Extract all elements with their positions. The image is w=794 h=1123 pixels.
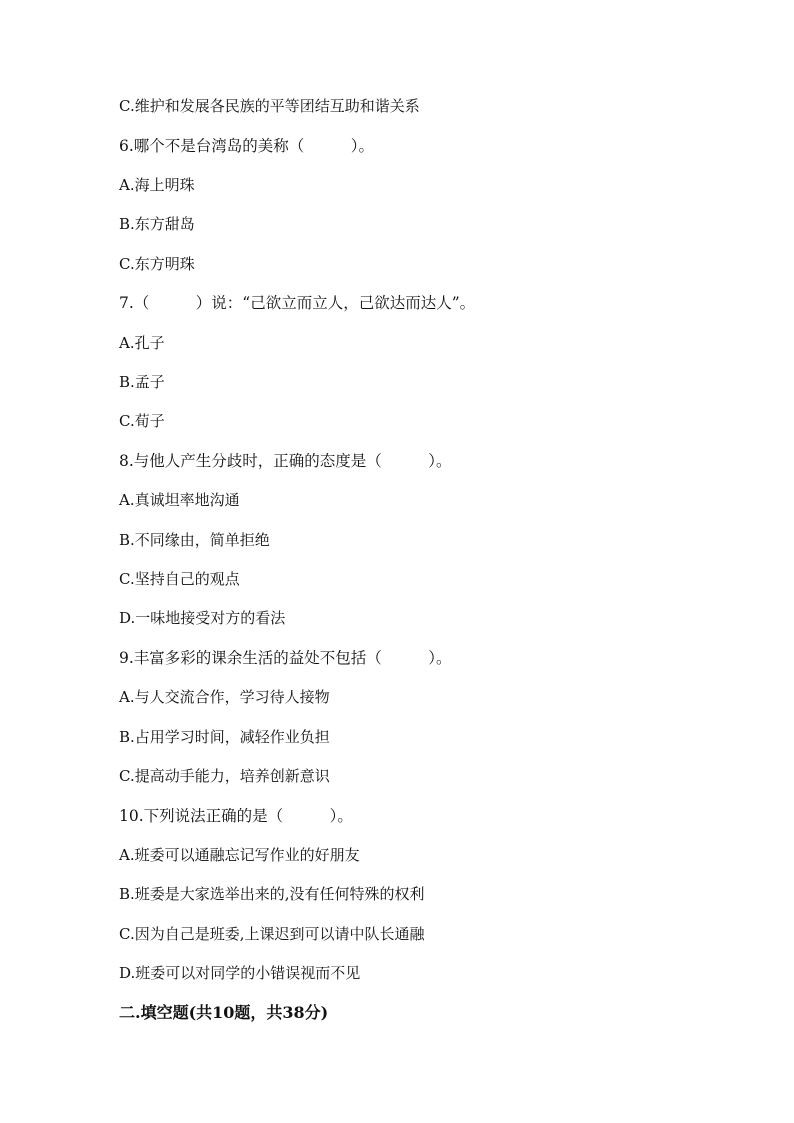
option-c-q9: C.提高动手能力，培养创新意识 xyxy=(119,767,330,785)
option-b-q8: B.不同缘由，简单拒绝 xyxy=(119,531,270,549)
option-c-q7: C.荀子 xyxy=(119,412,165,430)
question-8: 8.与他人产生分歧时，正确的态度是（ ）。 xyxy=(119,452,452,470)
option-d-q8: D.一味地接受对方的看法 xyxy=(119,609,286,627)
option-c-q10: C.因为自己是班委,上课迟到可以请中队长通融 xyxy=(119,925,425,943)
option-c-q5: C.维护和发展各民族的平等团结互助和谐关系 xyxy=(119,97,420,115)
option-a-q8: A.真诚坦率地沟通 xyxy=(119,491,240,509)
option-a-q9: A.与人交流合作，学习待人接物 xyxy=(119,688,330,706)
option-b-q7: B.孟子 xyxy=(119,373,165,391)
question-10: 10.下列说法正确的是（ ）。 xyxy=(119,807,353,825)
option-a-q7: A.孔子 xyxy=(119,334,165,352)
question-9: 9.丰富多彩的课余生活的益处不包括（ ）。 xyxy=(119,649,452,667)
option-b-q6: B.东方甜岛 xyxy=(119,215,195,233)
option-d-q10: D.班委可以对同学的小错误视而不见 xyxy=(119,964,361,982)
option-c-q6: C.东方明珠 xyxy=(119,255,195,273)
option-c-q8: C.坚持自己的观点 xyxy=(119,570,240,588)
section-heading-fill-in: 二.填空题(共10题，共38分) xyxy=(119,1003,329,1022)
option-a-q10: A.班委可以通融忘记写作业的好朋友 xyxy=(119,846,360,864)
option-b-q9: B.占用学习时间，减轻作业负担 xyxy=(119,728,330,746)
question-6: 6.哪个不是台湾岛的美称（ ）。 xyxy=(119,137,375,155)
option-b-q10: B.班委是大家选举出来的,没有任何特殊的权利 xyxy=(119,885,425,903)
question-7: 7.（ ）说：“己欲立而立人，己欲达而达人”。 xyxy=(119,294,476,312)
option-a-q6: A.海上明珠 xyxy=(119,176,195,194)
